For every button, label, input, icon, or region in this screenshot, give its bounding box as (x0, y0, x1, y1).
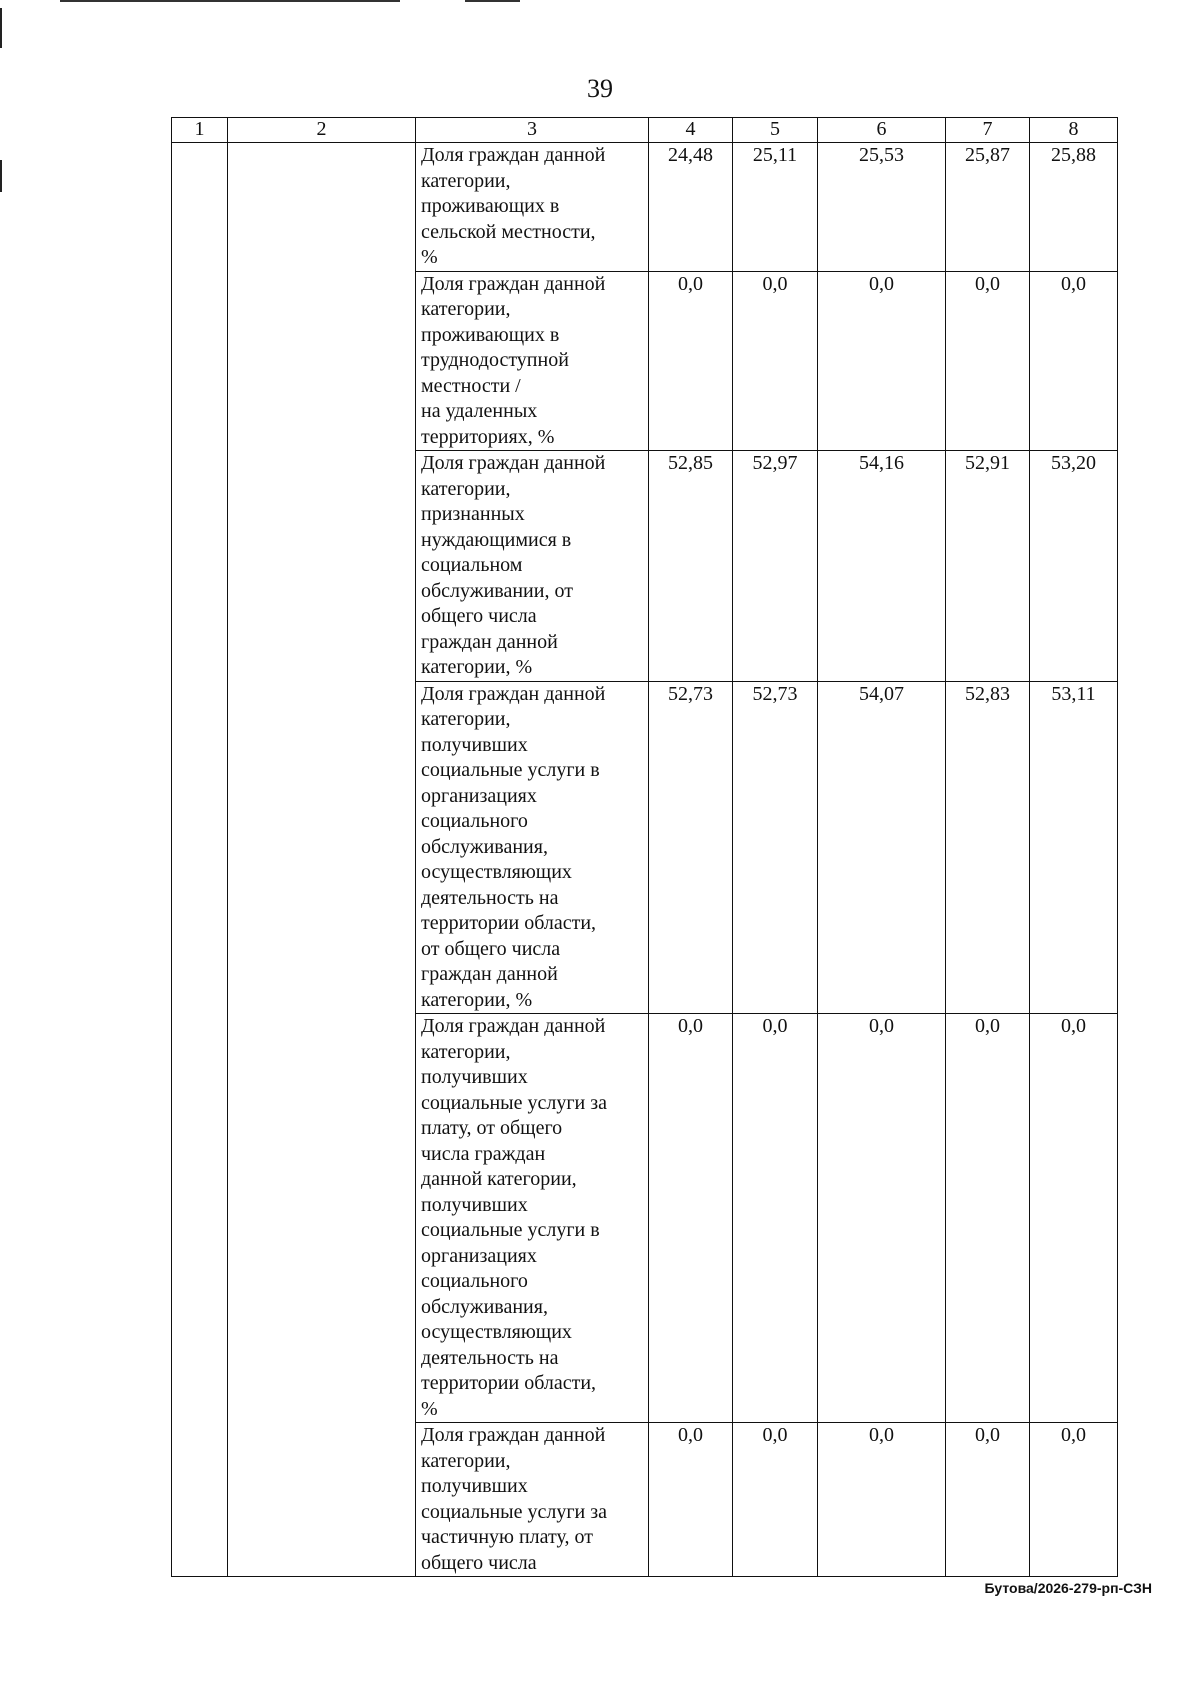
value-cell: 52,73 (733, 681, 818, 1014)
header-col-3: 3 (416, 118, 649, 143)
indicator-description: Доля граждан данной категории, признанных нуждающимися в социальном обслуживании, от общего числа граждан данной категории, % (416, 451, 649, 682)
header-col-5: 5 (733, 118, 818, 143)
header-col-8: 8 (1030, 118, 1118, 143)
table-row (172, 143, 1118, 272)
value-cell: 0,0 (818, 1014, 946, 1423)
indicators-table (171, 117, 1118, 1577)
value-cell: 0,0 (733, 1014, 818, 1423)
value-cell: 0,0 (946, 271, 1030, 451)
value-cell: 52,73 (649, 681, 733, 1014)
value-cell: 0,0 (1030, 1423, 1118, 1577)
value-cell: 0,0 (649, 271, 733, 451)
value-cell: 52,97 (733, 451, 818, 682)
scan-edge-mark (0, 8, 2, 48)
value-cell: 25,88 (1030, 143, 1118, 272)
value-cell: 0,0 (946, 1014, 1030, 1423)
value-cell: 24,48 (649, 143, 733, 272)
value-cell: 0,0 (733, 271, 818, 451)
value-cell: 0,0 (818, 1423, 946, 1577)
header-col-1: 1 (172, 118, 228, 143)
value-cell: 25,87 (946, 143, 1030, 272)
scan-top-line (60, 0, 400, 2)
value-cell: 0,0 (733, 1423, 818, 1577)
value-cell: 0,0 (1030, 271, 1118, 451)
header-col-2: 2 (228, 118, 416, 143)
value-cell: 0,0 (946, 1423, 1030, 1577)
value-cell: 52,91 (946, 451, 1030, 682)
document-registration-code: Бутова/2026-279-рп-СЗН (984, 1580, 1152, 1596)
header-col-4: 4 (649, 118, 733, 143)
col-1-cell (172, 143, 228, 1577)
value-cell: 0,0 (818, 271, 946, 451)
value-cell: 0,0 (1030, 1014, 1118, 1423)
indicator-description: Доля граждан данной категории, получивших социальные услуги за плату, от общего числа граждан данной категории, получивших социальные услуги в организациях социального обслуживания, осуществляющих деятельность на территории области, % (416, 1014, 649, 1423)
indicator-description: Доля граждан данной категории, получивших социальные услуги за частичную плату, от общего числа (416, 1423, 649, 1577)
value-cell: 52,85 (649, 451, 733, 682)
value-cell: 54,16 (818, 451, 946, 682)
value-cell: 25,11 (733, 143, 818, 272)
value-cell: 25,53 (818, 143, 946, 272)
value-cell: 53,20 (1030, 451, 1118, 682)
table-header-row (172, 118, 1118, 143)
scan-edge-mark (0, 160, 2, 192)
col-2-cell (228, 143, 416, 1577)
scan-top-line (465, 0, 520, 2)
value-cell: 54,07 (818, 681, 946, 1014)
value-cell: 0,0 (649, 1014, 733, 1423)
indicator-description: Доля граждан данной категории, получивших социальные услуги в организациях социального обслуживания, осуществляющих деятельность на территории области, от общего числа граждан данной категории, % (416, 681, 649, 1014)
indicator-description: Доля граждан данной категории, проживающих в сельской местности, % (416, 143, 649, 272)
header-col-7: 7 (946, 118, 1030, 143)
value-cell: 53,11 (1030, 681, 1118, 1014)
indicator-description: Доля граждан данной категории, проживающих в труднодоступной местности / на удаленных территориях, % (416, 271, 649, 451)
value-cell: 52,83 (946, 681, 1030, 1014)
header-col-6: 6 (818, 118, 946, 143)
page-number: 39 (587, 74, 613, 103)
value-cell: 0,0 (649, 1423, 733, 1577)
